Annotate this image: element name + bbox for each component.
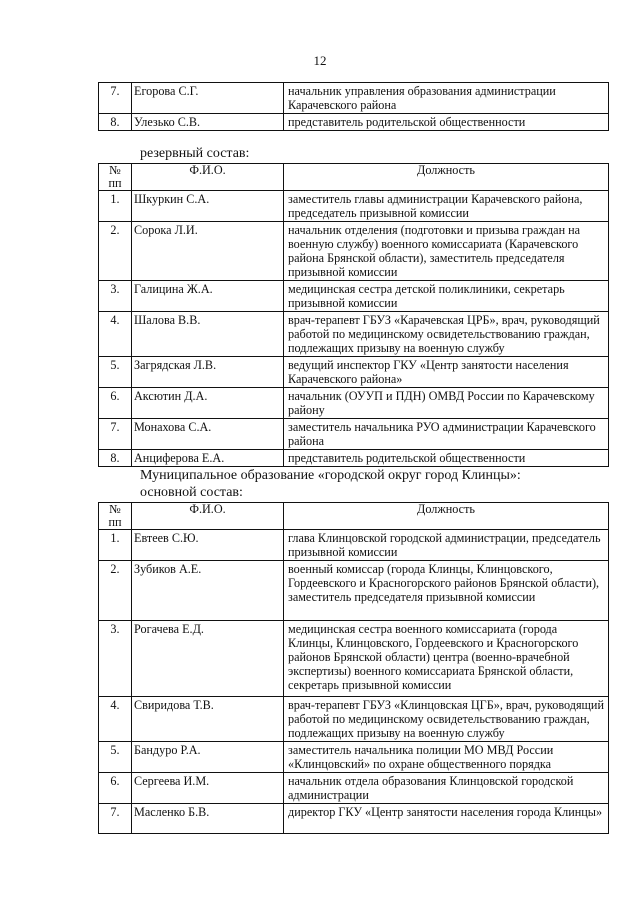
- row-position: заместитель главы администрации Карачевского района, председатель призывной комиссии: [284, 191, 609, 222]
- table-row: [99, 191, 609, 222]
- table-row: [99, 388, 609, 419]
- row-number: 6.: [99, 773, 132, 804]
- table-row: [99, 773, 609, 804]
- table-header-row: [99, 164, 609, 191]
- table-row: [99, 450, 609, 467]
- row-number: 2.: [99, 561, 132, 621]
- table-row: [99, 621, 609, 697]
- row-number: 4.: [99, 312, 132, 357]
- row-name: Сорока Л.И.: [132, 222, 284, 281]
- row-name: Улезько С.В.: [132, 114, 284, 131]
- row-position: заместитель начальника РУО администрации Карачевского района: [284, 419, 609, 450]
- row-position: директор ГКУ «Центр занятости населения города Клинцы»: [284, 804, 609, 834]
- row-name: Сергеева И.М.: [132, 773, 284, 804]
- table-row: [99, 742, 609, 773]
- column-header-position: Должность: [284, 164, 609, 191]
- column-header-num: № пп: [99, 164, 132, 191]
- table-row: [99, 281, 609, 312]
- row-position: начальник отделения (подготовки и призыва граждан на военную службу) военного комиссариата (Карачевского района Брянской области), заместитель председателя призывной комиссии: [284, 222, 609, 281]
- row-position: медицинская сестра военного комиссариата (города Клинцы, Клинцовского, Гордеевского и Красногорского районов Брянской области) центра (военно-врачебной экспертизы) военного комиссариата Брянской области, секретарь призывной комиссии: [284, 621, 609, 697]
- row-name: Масленко Б.В.: [132, 804, 284, 834]
- column-header-num: № пп: [99, 503, 132, 530]
- table-row: [99, 222, 609, 281]
- row-name: Евтеев С.Ю.: [132, 530, 284, 561]
- table-row: [99, 312, 609, 357]
- row-position: представитель родительской общественности: [284, 450, 609, 467]
- row-number: 2.: [99, 222, 132, 281]
- row-name: Анциферова Е.А.: [132, 450, 284, 467]
- reserve-heading: резервный состав:: [140, 146, 250, 161]
- column-header-name: Ф.И.О.: [132, 164, 284, 191]
- row-position: военный комиссар (города Клинцы, Клинцовского, Гордеевского и Красногорского районов Брянской области), заместитель председателя призывной комиссии: [284, 561, 609, 621]
- main-composition-heading: основной состав:: [140, 485, 243, 500]
- table-header-row: [99, 503, 609, 530]
- row-position: начальник отдела образования Клинцовской городской администрации: [284, 773, 609, 804]
- row-name: Аксютин Д.А.: [132, 388, 284, 419]
- page-number: 12: [313, 53, 327, 68]
- row-number: 8.: [99, 450, 132, 467]
- table-row: [99, 804, 609, 834]
- row-position: ведущий инспектор ГКУ «Центр занятости населения Карачевского района»: [284, 357, 609, 388]
- row-name: Рогачева Е.Д.: [132, 621, 284, 697]
- row-name: Зубиков А.Е.: [132, 561, 284, 621]
- row-position: представитель родительской общественности: [284, 114, 609, 131]
- row-number: 1.: [99, 530, 132, 561]
- row-name: Свиридова Т.В.: [132, 697, 284, 742]
- row-name: Загрядская Л.В.: [132, 357, 284, 388]
- row-number: 3.: [99, 621, 132, 697]
- municipality-heading: Муниципальное образование «городской округ город Клинцы»:: [140, 468, 521, 483]
- row-number: 4.: [99, 697, 132, 742]
- row-name: Галицина Ж.А.: [132, 281, 284, 312]
- row-position: врач-терапевт ГБУЗ «Клинцовская ЦГБ», врач, руководящий работой по медицинскому освидетельствованию граждан, подлежащих призыву на военную службу: [284, 697, 609, 742]
- row-number: 8.: [99, 114, 132, 131]
- column-header-position: Должность: [284, 503, 609, 530]
- table-row: [99, 697, 609, 742]
- table-row: [99, 83, 609, 114]
- row-number: 1.: [99, 191, 132, 222]
- row-number: 7.: [99, 83, 132, 114]
- row-name: Егорова С.Г.: [132, 83, 284, 114]
- row-number: 7.: [99, 804, 132, 834]
- row-name: Шкуркин С.А.: [132, 191, 284, 222]
- table-row: [99, 561, 609, 621]
- table-row: [99, 530, 609, 561]
- table-top: [98, 82, 609, 131]
- table-row: [99, 357, 609, 388]
- row-number: 7.: [99, 419, 132, 450]
- row-number: 5.: [99, 742, 132, 773]
- row-number: 6.: [99, 388, 132, 419]
- row-name: Бандуро Р.А.: [132, 742, 284, 773]
- table-main: [98, 502, 609, 834]
- row-name: Монахова С.А.: [132, 419, 284, 450]
- table-row: [99, 419, 609, 450]
- row-position: медицинская сестра детской поликлиники, секретарь призывной комиссии: [284, 281, 609, 312]
- row-number: 5.: [99, 357, 132, 388]
- row-position: глава Клинцовской городской администрации, председатель призывной комиссии: [284, 530, 609, 561]
- row-number: 3.: [99, 281, 132, 312]
- row-position: врач-терапевт ГБУЗ «Карачевская ЦРБ», врач, руководящий работой по медицинскому освидетельствованию граждан, подлежащих призыву на военную службу: [284, 312, 609, 357]
- row-position: начальник управления образования администрации Карачевского района: [284, 83, 609, 114]
- row-position: начальник (ОУУП и ПДН) ОМВД России по Карачевскому району: [284, 388, 609, 419]
- table-reserve: [98, 163, 609, 467]
- row-name: Шалова В.В.: [132, 312, 284, 357]
- column-header-name: Ф.И.О.: [132, 503, 284, 530]
- row-position: заместитель начальника полиции МО МВД России «Клинцовский» по охране общественного порядка: [284, 742, 609, 773]
- table-row: [99, 114, 609, 131]
